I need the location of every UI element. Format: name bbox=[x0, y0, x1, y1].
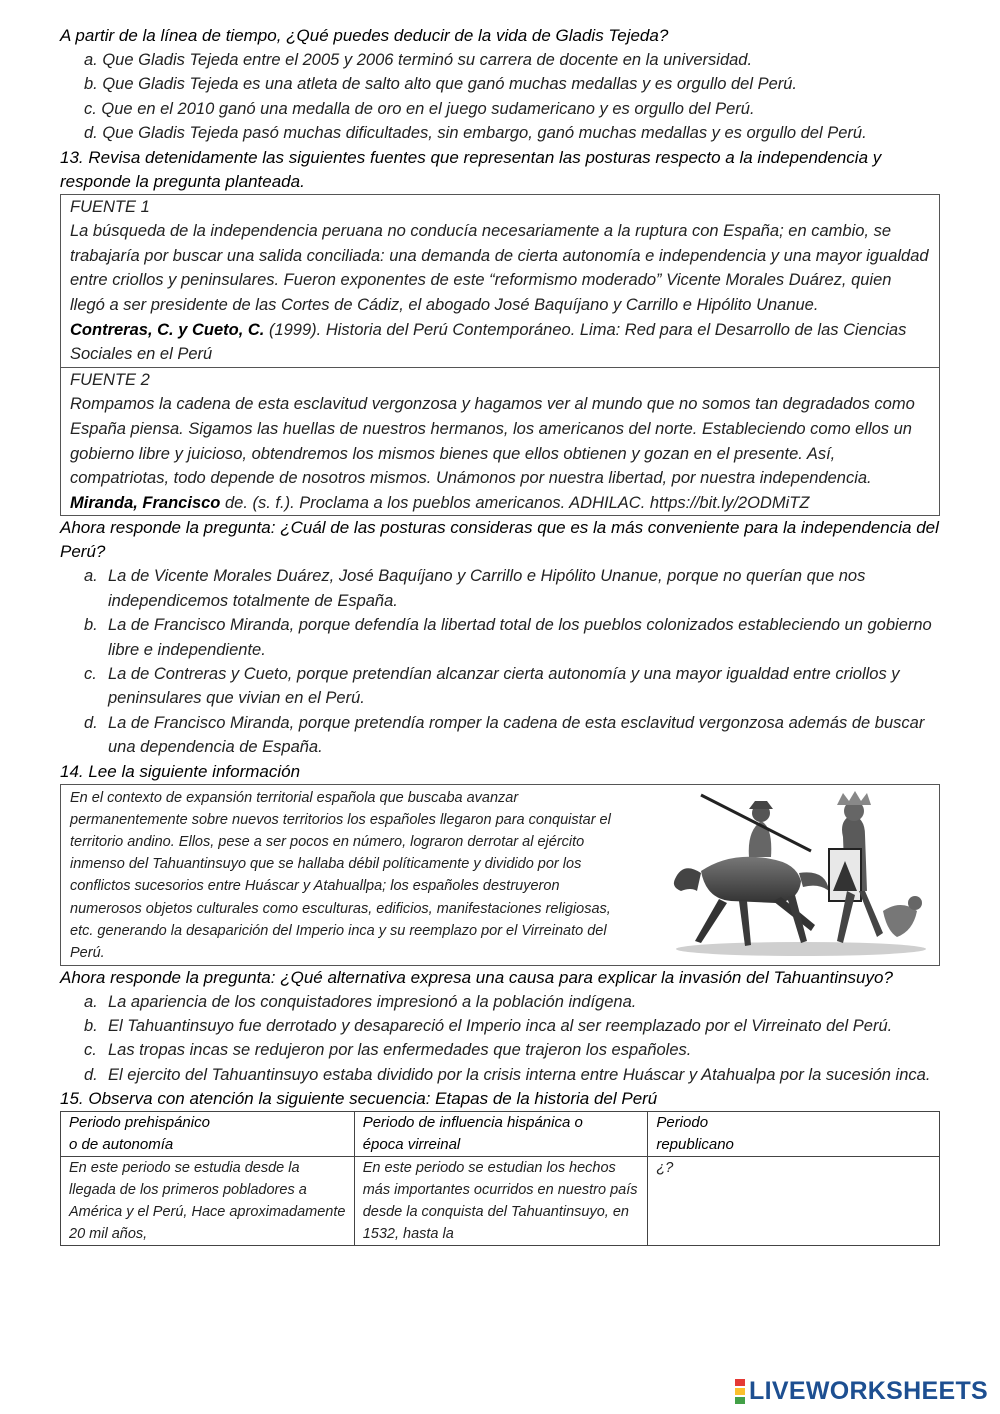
source-2-citation: Miranda, Francisco de. (s. f.). Proclama a los pueblos americanos. ADHILAC. https://bit.ly/2ODMiTZ bbox=[70, 493, 810, 512]
logo-bar-3 bbox=[735, 1397, 745, 1404]
option-b[interactable]: b. El Tahuantinsuyo fue derrotado y desapareció el Imperio inca al ser reemplazado por el Virreinato del Perú. bbox=[84, 1017, 893, 1035]
source-box-2 bbox=[60, 368, 940, 517]
option-d[interactable]: d. Que Gladis Tejeda pasó muchas dificultades, sin embargo, ganó muchas medallas y es orgullo del Perú. bbox=[84, 124, 867, 143]
cell-republic-answer[interactable]: ¿? bbox=[648, 1157, 940, 1246]
worksheet-page bbox=[60, 24, 940, 1246]
table-header-row bbox=[61, 1112, 940, 1157]
option-a[interactable]: a. Que Gladis Tejeda entre el 2005 y 2006 terminó su carrera de docente en la universidad. bbox=[84, 51, 753, 69]
liveworksheets-logo bbox=[735, 1377, 988, 1406]
logo-bar-2 bbox=[735, 1388, 745, 1395]
question-12-title: A partir de la línea de tiempo, ¿Qué puedes deducir de la vida de Gladis Tejeda? bbox=[60, 26, 669, 45]
source-1-citation: Contreras, C. y Cueto, C. (1999). Historia del Perú Contemporáneo. Lima: Red para el Desarrollo de las Ciencias Sociales en el Perú bbox=[70, 320, 907, 364]
option-d[interactable]: d. La de Francisco Miranda, porque pretendía romper la cadena de esta esclavitud vergonzosa además de buscar una dependencia de España. bbox=[84, 713, 925, 757]
question-13 bbox=[60, 146, 940, 760]
source-box-1 bbox=[60, 194, 940, 368]
option-d[interactable]: d. El ejercito del Tahuantinsuyo estaba dividido por la crisis interna entre Huáscar y Atahualpa por la sucesión inca. bbox=[84, 1065, 931, 1084]
logo-bar-1 bbox=[735, 1379, 745, 1386]
question-14-options bbox=[60, 990, 940, 1088]
source-2-label: FUENTE 2 bbox=[70, 370, 150, 389]
cell-prehispanic: En este periodo se estudia desde la llegada de los primeros pobladores a América y el Perú, Hace aproximadamente 20 mil años, bbox=[61, 1157, 355, 1246]
option-a[interactable]: a. La apariencia de los conquistadores impresionó a la población indígena. bbox=[84, 992, 637, 1011]
option-b[interactable]: b. La de Francisco Miranda, porque defendía la libertad total de los pueblos colonizados estableciendo un gobierno libre e independiente. bbox=[84, 616, 932, 659]
logo-mark-icon bbox=[735, 1379, 745, 1404]
history-stages-table bbox=[60, 1111, 940, 1246]
logo-text: LIVEWORKSHEETS bbox=[749, 1377, 988, 1405]
option-a[interactable]: a. La de Vicente Morales Duárez, José Baquíjano y Carrillo e Hipólito Unanue, porque no querían que nos independicemos totalmente de España. bbox=[84, 567, 866, 610]
question-15-title: 15. Observa con atención la siguiente secuencia: Etapas de la historia del Perú bbox=[60, 1089, 658, 1109]
question-12 bbox=[60, 24, 940, 146]
header-republic: Periodo republicano bbox=[648, 1112, 940, 1157]
source-1-label: FUENTE 1 bbox=[70, 197, 150, 216]
question-13-prompt: Ahora responde la pregunta: ¿Cuál de las posturas consideras que es la más conveniente para la independencia del Perú? bbox=[60, 518, 939, 562]
cell-viceroyalty: En este periodo se estudian los hechos más importantes ocurridos en nuestro país desde la conquista del Tahuantinsuyo, en 1532, hasta la bbox=[354, 1157, 648, 1246]
question-13-title: 13. Revisa detenidamente las siguientes fuentes que representan las posturas respecto a la independencia y responde la pregunta planteada. bbox=[60, 147, 882, 191]
question-12-options bbox=[60, 48, 940, 146]
question-14 bbox=[60, 760, 940, 1088]
table-row bbox=[61, 1157, 940, 1246]
question-15 bbox=[60, 1087, 940, 1246]
source-2-author: Miranda, Francisco bbox=[70, 493, 221, 512]
question-14-title: 14. Lee la siguiente información bbox=[60, 761, 301, 781]
info-box bbox=[60, 784, 940, 966]
question-14-prompt: Ahora responde la pregunta: ¿Qué alternativa expresa una causa para explicar la invasión del Tahuantinsuyo? bbox=[60, 967, 893, 987]
conquest-illustration bbox=[661, 791, 929, 957]
option-c[interactable]: c. La de Contreras y Cueto, porque pretendían alcanzar cierta autonomía y una mayor igualdad entre criollos y peninsulares que vivian en el Perú. bbox=[84, 664, 900, 708]
info-text: En el contexto de expansión territorial española que buscaba avanzar permanentemente sobre nuevos territorios los españoles llegaron para conquistar el territorio andino. Ellos, pese a ser pocos en número, lograron derrotar al ejército inmenso del Tahuantinsuyo que se hallaba débil políticamente y dividido por los conflictos sucesorios entre Huáscar y Atahuallpa; los españoles destruyeron numerosos objetos culturales como esculturas, edificios, manifestaciones religiosas, etc. generando la desaparición del Imperio inca y su reemplazo por el Virreinato del Perú. bbox=[70, 789, 611, 962]
header-viceroyalty: Periodo de influencia hispánica o época virreinal bbox=[354, 1112, 648, 1157]
source-2-text: Rompamos la cadena de esta esclavitud vergonzosa y hagamos ver al mundo que no somos tan degradados como España piensa. Sigamos las huellas de nuestros hermanos, los americanos del norte. Estableciendo como ellos un gobierno libre y juicioso, obtendremos los mismos bienes que ellos obtienen y gozan en el presente. Así, compatriotas, todo depende de nosotros mismos. Unámonos por nuestra libertad, por nuestra independencia. bbox=[70, 395, 915, 488]
option-c[interactable]: c. Las tropas incas se redujeron por las enfermedades que trajeron los españoles. bbox=[84, 1041, 692, 1060]
question-13-options bbox=[60, 564, 940, 759]
source-1-author: Contreras, C. y Cueto, C. bbox=[70, 320, 265, 339]
option-c[interactable]: c. Que en el 2010 ganó una medalla de oro en el juego sudamericano y es orgullo del Perú. bbox=[84, 99, 755, 118]
source-1-text: La búsqueda de la independencia peruana no conducía necesariamente a la ruptura con España; en cambio, se trabajaría por buscar una salida conciliada: una demanda de cierta autonomía e independencia y una mayor igualdad entre criollos y peninsulares. Fueron exponentes de este “reformismo moderado” Vicente Morales Duárez, quien llegó a ser presidente de las Cortes de Cádiz, el abogado José Baquíjano y Carrillo e Hipólito Unanue. bbox=[70, 222, 929, 314]
option-b[interactable]: b. Que Gladis Tejeda es una atleta de salto alto que ganó muchas medallas y es orgullo del Perú. bbox=[84, 75, 798, 94]
header-prehispanic: Periodo prehispánico o de autonomía bbox=[61, 1112, 355, 1157]
